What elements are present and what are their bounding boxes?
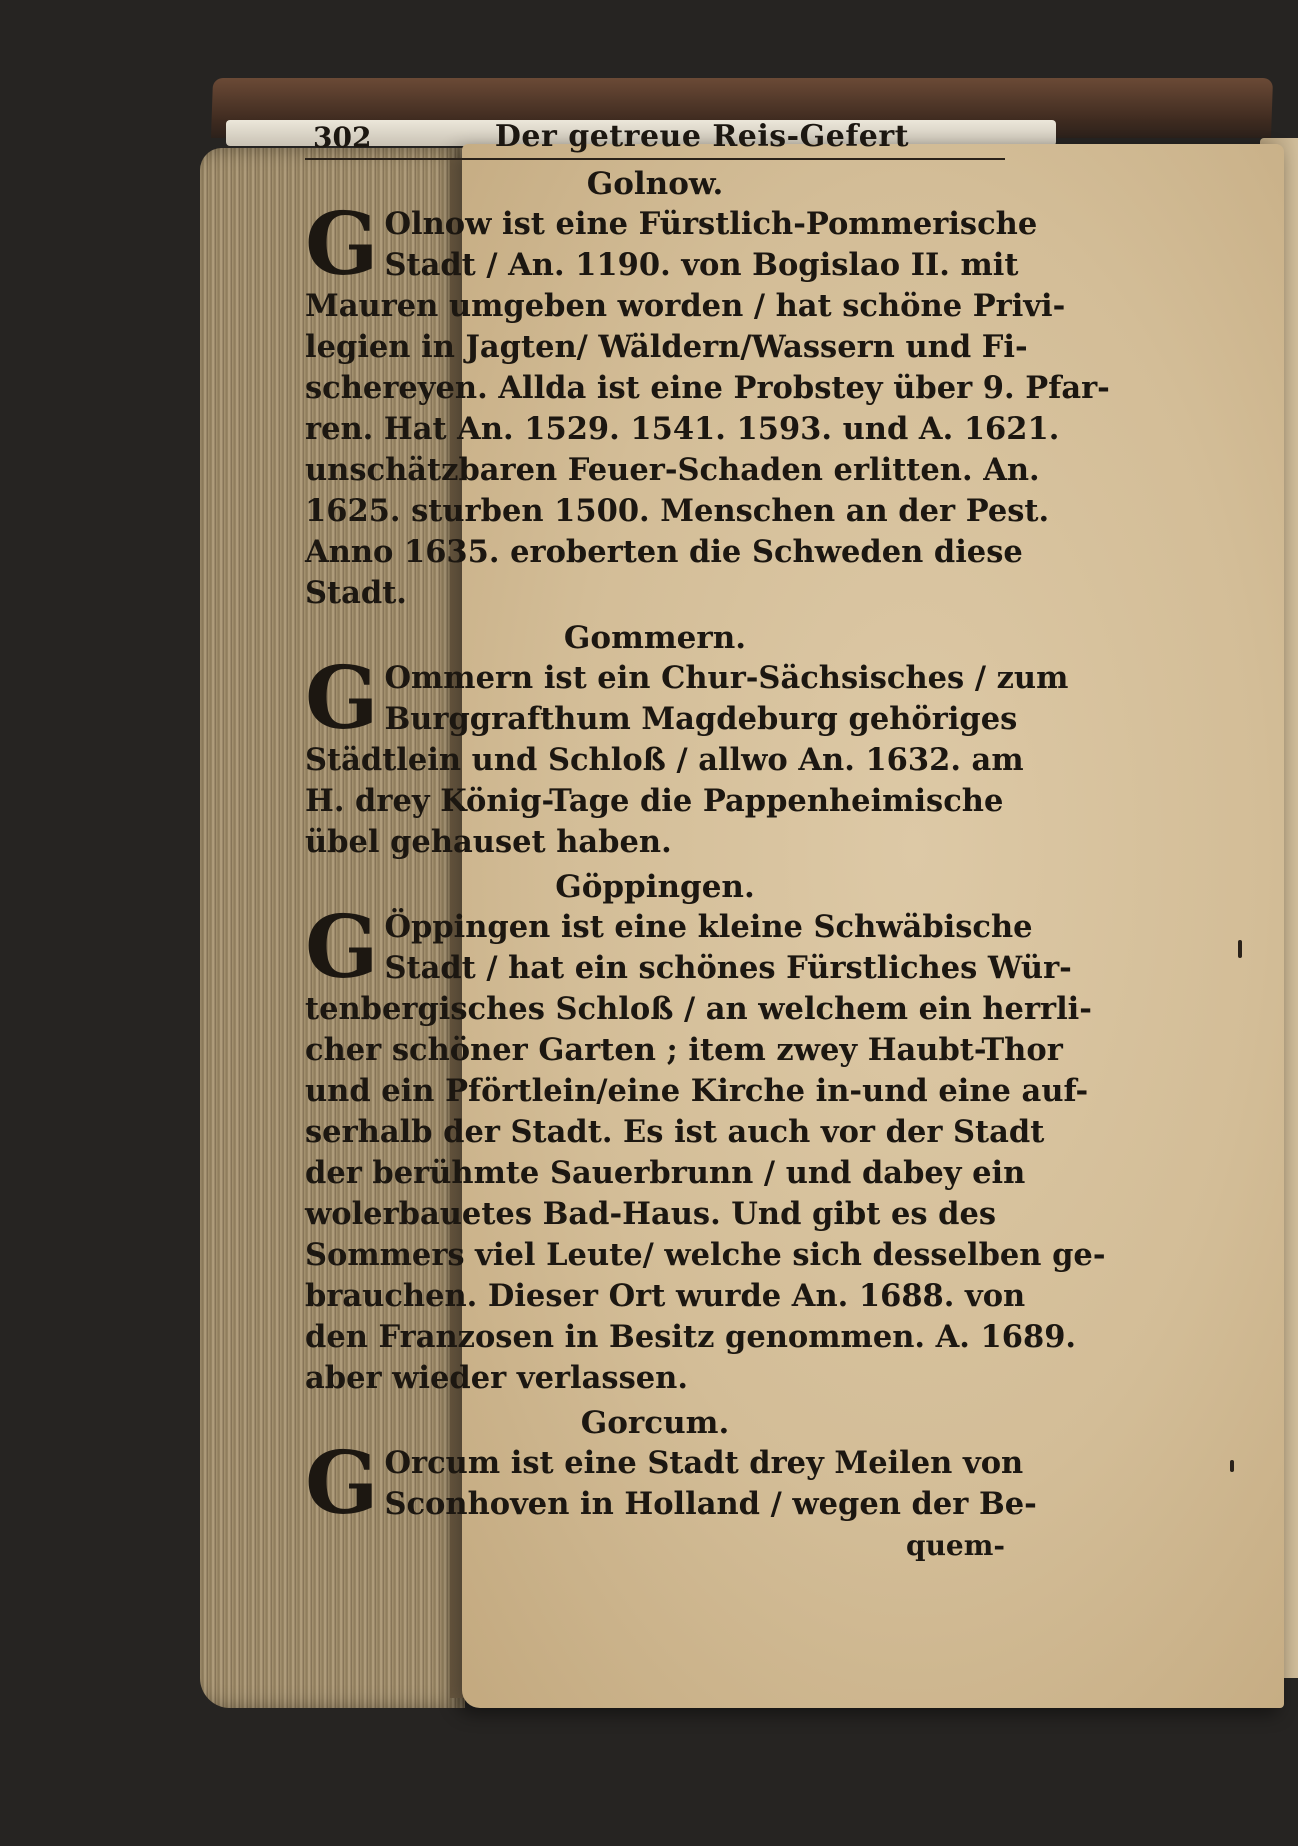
text-line: und ein Pförtlein/eine Kirche in-und eine auf- <box>305 1073 1089 1109</box>
page-text <box>305 110 1110 1562</box>
entry-gorcum <box>305 1405 1037 1534</box>
entry-gommern <box>305 620 1069 863</box>
text-line: Sconhoven in Holland / wegen der Be- <box>384 1486 1037 1522</box>
text-line: Stadt. <box>305 575 407 611</box>
text-line: Städtlein und Schloß / allwo An. 1632. am <box>305 742 1024 778</box>
drop-initial: G <box>305 648 379 749</box>
text-line: schereyen. Allda ist eine Probstey über 9. Pfar- <box>305 370 1110 406</box>
text-line: cher schöner Garten ; item zwey Haubt-Thor <box>305 1032 1063 1068</box>
entry-body <box>305 1433 1037 1534</box>
text-line: aber wieder verlassen. <box>305 1360 688 1396</box>
text-line: Öppingen ist eine kleine Schwäbische <box>384 909 1033 945</box>
text-line: der berühmte Sauerbrunn / und dabey ein <box>305 1155 1026 1191</box>
entry-title: Gorcum. <box>580 1405 730 1441</box>
ink-fleck <box>1230 1460 1234 1472</box>
text-line: Mauren umgeben worden / hat schöne Privi- <box>305 288 1066 324</box>
text-line: H. drey König-Tage die Pappenheimische <box>305 783 1004 819</box>
text-line: ren. Hat An. 1529. 1541. 1593. und A. 1621. <box>305 411 1060 447</box>
text-line: tenbergisches Schloß / an welchem ein herrli- <box>305 991 1092 1027</box>
entry-body <box>305 194 1110 614</box>
entry-title: Golnow. <box>586 166 724 202</box>
text-line: den Franzosen in Besitz genommen. A. 1689. <box>305 1319 1077 1355</box>
ink-fleck <box>1238 940 1242 958</box>
drop-initial: G <box>305 1433 379 1534</box>
text-line: 1625. sturben 1500. Menschen an der Pest. <box>305 493 1050 529</box>
text-line: brauchen. Dieser Ort wurde An. 1688. von <box>305 1278 1026 1314</box>
text-line: Orcum ist eine Stadt drey Meilen von <box>384 1445 1024 1481</box>
entry-body <box>305 648 1069 863</box>
text-line: unschätzbaren Feuer-Schaden erlitten. An. <box>305 452 1040 488</box>
text-line: Burggrafthum Magdeburg gehöriges <box>384 701 1018 737</box>
text-line: legien in Jagten/ Wäldern/Wassern und Fi- <box>305 329 1028 365</box>
catchword: quem- <box>906 1529 1005 1562</box>
page-number: 302 <box>313 121 372 154</box>
entry-title: Göppingen. <box>555 869 755 905</box>
text-line: Stadt / hat ein schönes Fürstliches Wür- <box>384 950 1072 986</box>
text-line: übel gehauset haben. <box>305 824 672 860</box>
running-head <box>305 110 1005 160</box>
drop-initial: G <box>305 897 379 998</box>
entry-title: Gommern. <box>563 620 747 656</box>
entry-golnow <box>305 166 1110 614</box>
text-line: Sommers viel Leute/ welche sich desselben ge- <box>305 1237 1106 1273</box>
text-line: Olnow ist eine Fürstlich-Pommerische <box>384 206 1038 242</box>
text-line: Anno 1635. eroberten die Schweden diese <box>305 534 1023 570</box>
text-line: Stadt / An. 1190. von Bogislao II. mit <box>384 247 1019 283</box>
drop-initial: G <box>305 194 379 295</box>
text-line: Ommern ist ein Chur-Sächsisches / zum <box>384 660 1069 696</box>
text-line: wolerbauetes Bad-Haus. Und gibt es des <box>305 1196 997 1232</box>
entry-body <box>305 897 1106 1399</box>
running-title: Der getreue Reis-Gefert <box>494 119 909 154</box>
entry-goeppingen <box>305 869 1106 1399</box>
text-line: serhalb der Stadt. Es ist auch vor der Stadt <box>305 1114 1045 1150</box>
